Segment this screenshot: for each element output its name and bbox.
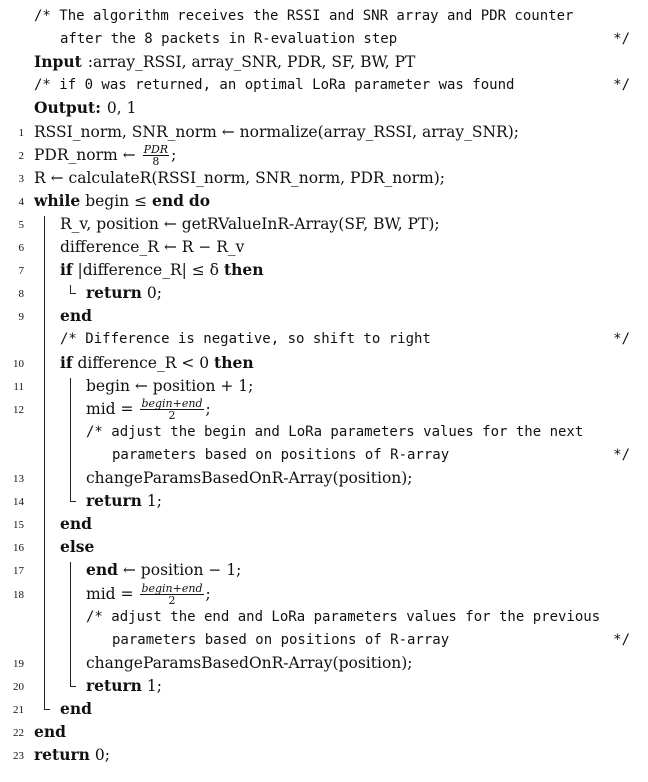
- algorithm-line: [0, 189, 648, 213]
- code-statement: [86, 374, 253, 398]
- line-number: 7: [18, 265, 24, 278]
- algorithm-line: [0, 351, 648, 375]
- algorithm-io-line: [34, 50, 415, 74]
- code-statement: [86, 489, 162, 513]
- io-label: Input: [34, 52, 82, 72]
- code-suffix: ;: [171, 145, 177, 164]
- code-statement: [34, 743, 110, 767]
- algorithm-line: [0, 304, 648, 328]
- fraction: [140, 583, 203, 606]
- code-statement: [86, 397, 211, 422]
- algorithm-comment: /* adjust the begin and LoRa parameters values for the next: [86, 423, 584, 440]
- code-statement: [60, 258, 264, 282]
- fraction-numerator: begin+end: [141, 397, 203, 411]
- algorithm-line: [0, 489, 648, 513]
- code-text: mid =: [86, 399, 134, 418]
- block-guide-line: [70, 562, 71, 686]
- comment-end-mark: */: [613, 631, 630, 648]
- block-guide-line: [70, 285, 71, 293]
- code-text: if difference_R < 0 then: [60, 352, 254, 372]
- algorithm-line: [0, 212, 648, 236]
- code-statement: [60, 512, 92, 536]
- line-number: 2: [18, 149, 24, 162]
- line-number: 23: [13, 750, 24, 763]
- block-guide-line: [70, 378, 71, 502]
- algorithm-line: [0, 535, 648, 559]
- block-guide-hook: [44, 709, 50, 710]
- algorithm-line: [0, 27, 648, 51]
- comment-end-mark: */: [613, 31, 630, 48]
- algorithm-comment: parameters based on positions of R-array: [112, 631, 450, 648]
- line-number: 21: [13, 704, 24, 716]
- code-text: return 0;: [34, 745, 110, 765]
- line-number: 8: [18, 288, 24, 301]
- algorithm-comment: /* The algorithm receives the RSSI and SNR array and PDR counter: [34, 8, 574, 24]
- algorithm-comment: /* adjust the end and LoRa parameters values for the previous: [86, 608, 601, 625]
- line-number: 4: [18, 195, 24, 208]
- algorithm-line: [0, 235, 648, 259]
- code-text: return 0;: [86, 283, 162, 303]
- io-value: 0, 1: [106, 99, 137, 118]
- code-statement: [86, 582, 211, 607]
- code-statement: [60, 351, 254, 375]
- code-text: return 1;: [86, 675, 162, 695]
- line-number: 22: [13, 727, 24, 740]
- algorithm-line: [0, 96, 648, 120]
- code-text: end: [60, 306, 92, 326]
- comment-end-mark: */: [613, 446, 630, 463]
- fraction: [143, 144, 170, 167]
- line-number: 20: [13, 680, 24, 693]
- code-statement: [86, 281, 162, 305]
- algorithm-line: [0, 512, 648, 536]
- algorithm-comment: after the 8 packets in R-evaluation step: [60, 31, 398, 48]
- algorithm-comment: /* if 0 was returned, an optimal LoRa parameter was found: [34, 77, 515, 94]
- algorithm-comment: parameters based on positions of R-array: [112, 446, 450, 463]
- code-text: if |difference_R| ≤ δ then: [60, 260, 264, 280]
- algorithm-line: [0, 582, 648, 606]
- code-statement: [86, 558, 241, 582]
- algorithm-line: [0, 697, 648, 721]
- comment-end-mark: */: [613, 77, 630, 94]
- block-guide-hook: [70, 686, 76, 687]
- algorithm-line: [0, 50, 648, 74]
- algorithm-line: [0, 720, 648, 744]
- algorithm-line: [0, 166, 648, 190]
- line-number: 14: [13, 496, 24, 509]
- fraction-denominator: 2: [168, 594, 176, 607]
- algorithm-line: [0, 120, 648, 144]
- code-text: mid =: [86, 584, 134, 603]
- algorithm-line: [0, 558, 648, 582]
- code-text: end: [60, 514, 92, 534]
- line-number: 9: [18, 311, 24, 324]
- algorithm-line: [0, 443, 648, 467]
- code-statement: [34, 720, 66, 744]
- code-text: end: [60, 699, 92, 718]
- line-number: 17: [13, 565, 24, 578]
- algorithm-line: [0, 4, 648, 28]
- code-text: else: [60, 537, 95, 557]
- algorithm-line: [0, 397, 648, 421]
- algorithm-line: [0, 374, 648, 398]
- algorithm-line: [0, 743, 648, 767]
- code-text: difference_R ← R − R_v: [60, 238, 245, 256]
- io-value: :array_RSSI, array_SNR, PDR, SF, BW, PT: [87, 53, 416, 72]
- code-statement: [34, 189, 210, 213]
- code-statement: [60, 304, 92, 328]
- code-text: R_v, position ← getRValueInR-Array(SF, BW, PT);: [60, 214, 440, 233]
- line-number: 19: [13, 657, 24, 670]
- code-statement: [34, 143, 176, 168]
- algorithm-line: [0, 674, 648, 698]
- code-text: PDR_norm ←: [34, 145, 136, 164]
- code-statement: [86, 674, 162, 698]
- algorithm-line: [0, 143, 648, 167]
- algorithm-line: [0, 327, 648, 351]
- code-statement: [34, 166, 445, 190]
- algorithm-line: [0, 258, 648, 282]
- line-number: 5: [18, 218, 24, 231]
- code-statement: [34, 120, 519, 144]
- io-label: Output:: [34, 98, 101, 118]
- fraction-denominator: 8: [152, 155, 160, 169]
- algorithm-comment: /* Difference is negative, so shift to right: [60, 331, 431, 348]
- algorithm-io-line: [34, 96, 137, 120]
- algorithm-line: [0, 73, 648, 97]
- line-number: 16: [13, 542, 24, 555]
- code-text: begin ← position + 1;: [86, 376, 254, 395]
- code-text: changeParamsBasedOnR-Array(position);: [86, 469, 413, 487]
- line-number: 3: [18, 172, 24, 185]
- code-text: end ← position − 1;: [86, 560, 242, 580]
- fraction-numerator: PDR: [143, 143, 169, 157]
- code-text: changeParamsBasedOnR-Array(position);: [86, 653, 413, 672]
- fraction-denominator: 2: [168, 409, 176, 423]
- block-guide-hook: [70, 293, 76, 294]
- line-number: 15: [13, 519, 24, 532]
- code-statement: [60, 212, 440, 236]
- line-number: 6: [18, 242, 24, 254]
- block-guide-line: [44, 216, 45, 709]
- code-statement: [60, 535, 94, 559]
- code-text: end: [34, 722, 66, 742]
- code-statement: [60, 697, 92, 721]
- line-number: 18: [13, 588, 24, 601]
- algorithm-line: [0, 466, 648, 490]
- code-text: return 1;: [86, 491, 162, 511]
- algorithm-line: [0, 651, 648, 675]
- code-text: RSSI_norm, SNR_norm ← normalize(array_RSSI, array_SNR);: [34, 122, 519, 141]
- code-text: R ← calculateR(RSSI_norm, SNR_norm, PDR_norm);: [34, 168, 445, 187]
- algorithm-line: [0, 281, 648, 305]
- line-number: 11: [13, 380, 24, 393]
- code-suffix: ;: [205, 584, 211, 603]
- fraction-numerator: begin+end: [141, 582, 203, 595]
- code-statement: [60, 235, 244, 259]
- line-number: 10: [13, 357, 24, 370]
- code-text: while begin ≤ end do: [34, 190, 211, 210]
- code-statement: [86, 651, 413, 675]
- code-suffix: ;: [205, 399, 211, 418]
- comment-end-mark: */: [613, 331, 630, 348]
- line-number: 13: [13, 473, 24, 485]
- algorithm-line: [0, 605, 648, 629]
- code-statement: [86, 466, 413, 490]
- fraction: [140, 398, 203, 421]
- algorithm-line: [0, 628, 648, 652]
- line-number: 12: [13, 403, 24, 416]
- algorithm-line: [0, 420, 648, 444]
- line-number: 1: [18, 126, 24, 139]
- block-guide-hook: [70, 501, 76, 502]
